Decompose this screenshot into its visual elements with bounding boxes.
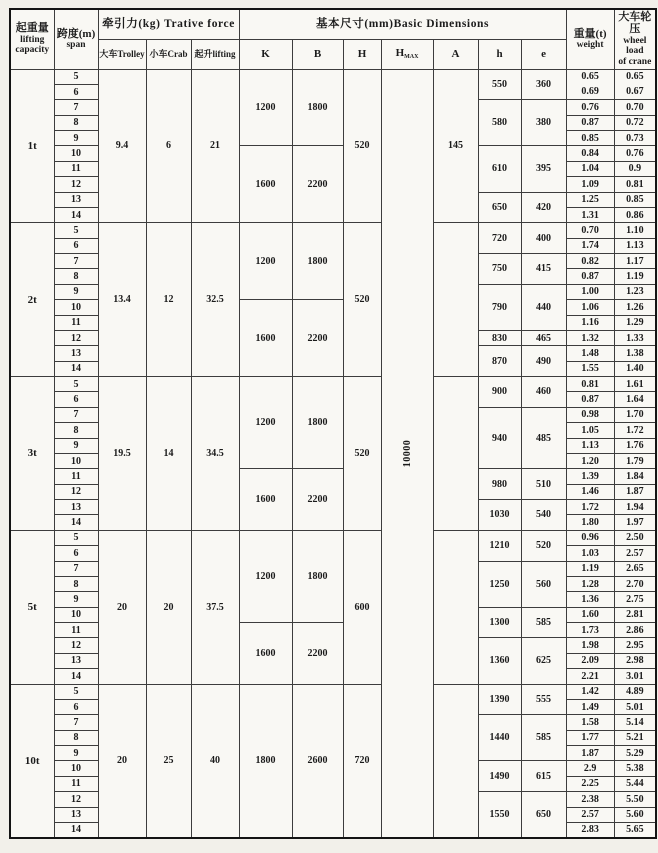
e-cell: 555 [521, 684, 566, 715]
span-cell: 5 [54, 223, 98, 238]
wheel-load-cell: 1.29 [614, 315, 656, 330]
b-cell: 2200 [292, 623, 343, 685]
weight-cell: 1.98 [566, 638, 614, 653]
span-cell: 11 [54, 776, 98, 791]
e-cell: 585 [521, 607, 566, 638]
span-cell: 12 [54, 484, 98, 499]
span-cell: 9 [54, 438, 98, 453]
wheel-load-label-zh: 大车轮压 [618, 11, 652, 36]
trolley-cell: 20 [98, 530, 146, 684]
wheel-load-cell: 1.87 [614, 484, 656, 499]
weight-cell: 0.76 [566, 100, 614, 115]
weight-cell: 1.16 [566, 315, 614, 330]
weight-cell: 2.38 [566, 792, 614, 807]
wheel-load-cell: 0.70 [614, 100, 656, 115]
wheel-load-cell: 0.73 [614, 131, 656, 146]
e-cell: 360 [521, 69, 566, 100]
table-row [10, 530, 656, 545]
span-cell: 11 [54, 161, 98, 176]
weight-cell: 0.69 [566, 84, 614, 99]
weight-cell: 0.70 [566, 223, 614, 238]
weight-cell: 1.09 [566, 177, 614, 192]
span-cell: 14 [54, 822, 98, 837]
weight-cell: 1.20 [566, 453, 614, 468]
weight-cell: 0.85 [566, 131, 614, 146]
k-cell: 1600 [239, 623, 292, 685]
weight-cell: 2.25 [566, 776, 614, 791]
a-cell [433, 684, 478, 838]
k-cell: 1600 [239, 300, 292, 377]
e-cell: 585 [521, 715, 566, 761]
span-cell: 12 [54, 638, 98, 653]
span-cell: 12 [54, 330, 98, 345]
wheel-load-cell: 1.38 [614, 346, 656, 361]
weight-cell: 1.28 [566, 576, 614, 591]
col-header-crab: 小车Crab [146, 39, 191, 69]
wheel-load-cell: 2.86 [614, 623, 656, 638]
span-cell: 7 [54, 100, 98, 115]
span-cell: 6 [54, 699, 98, 714]
hmax-label-main: H [395, 47, 405, 60]
weight-label-zh: 重量(t) [573, 27, 607, 40]
wheel-load-cell: 2.75 [614, 592, 656, 607]
span-cell: 14 [54, 669, 98, 684]
b-cell: 2200 [292, 146, 343, 223]
weight-cell: 1.74 [566, 238, 614, 253]
lifting-cell: 32.5 [191, 223, 239, 377]
span-cell: 7 [54, 715, 98, 730]
h-small-cell: 1300 [478, 607, 521, 638]
e-cell: 520 [521, 530, 566, 561]
col-header-wheel-load [614, 9, 656, 69]
e-cell: 625 [521, 638, 566, 684]
wheel-load-cell: 5.01 [614, 699, 656, 714]
col-header-e: e [521, 39, 566, 69]
crab-cell: 12 [146, 223, 191, 377]
header-row-groups [10, 9, 656, 39]
wheel-load-cell: 0.86 [614, 207, 656, 222]
span-cell: 11 [54, 469, 98, 484]
weight-cell: 0.87 [566, 115, 614, 130]
span-cell: 6 [54, 392, 98, 407]
weight-cell: 0.98 [566, 407, 614, 422]
weight-cell: 0.96 [566, 530, 614, 545]
span-cell: 13 [54, 653, 98, 668]
hmax-label-sub: MAX [404, 54, 419, 61]
weight-cell: 1.58 [566, 715, 614, 730]
hmax-value: 10000 [401, 439, 413, 467]
col-header-h-upper: H [343, 39, 381, 69]
span-cell: 7 [54, 254, 98, 269]
wheel-load-cell: 1.97 [614, 515, 656, 530]
h-major-cell: 720 [343, 684, 381, 838]
capacity-cell: 5t [10, 530, 54, 684]
weight-cell: 1.04 [566, 161, 614, 176]
wheel-load-cell: 1.19 [614, 269, 656, 284]
span-cell: 9 [54, 284, 98, 299]
col-header-hmax [381, 39, 433, 69]
span-cell: 9 [54, 592, 98, 607]
span-cell: 10 [54, 607, 98, 622]
span-cell: 11 [54, 315, 98, 330]
wheel-load-cell: 5.50 [614, 792, 656, 807]
k-cell: 1200 [239, 223, 292, 300]
weight-cell: 2.57 [566, 807, 614, 822]
weight-cell: 1.05 [566, 423, 614, 438]
col-header-lifting: 起升lifting [191, 39, 239, 69]
wheel-load-cell: 5.29 [614, 746, 656, 761]
span-cell: 8 [54, 576, 98, 591]
h-small-cell: 1440 [478, 715, 521, 761]
weight-cell: 0.87 [566, 269, 614, 284]
a-cell [433, 377, 478, 531]
header-row-columns [10, 39, 656, 69]
table-row [10, 69, 656, 84]
h-small-cell: 1360 [478, 638, 521, 684]
weight-cell: 0.81 [566, 377, 614, 392]
h-small-cell: 610 [478, 146, 521, 192]
span-cell: 11 [54, 623, 98, 638]
span-cell: 14 [54, 207, 98, 222]
capacity-cell: 2t [10, 223, 54, 377]
span-cell: 10 [54, 761, 98, 776]
span-cell: 8 [54, 423, 98, 438]
weight-cell: 1.36 [566, 592, 614, 607]
span-cell: 13 [54, 807, 98, 822]
e-cell: 460 [521, 377, 566, 408]
wheel-load-cell: 5.44 [614, 776, 656, 791]
k-cell: 1600 [239, 469, 292, 531]
col-header-h-lower: h [478, 39, 521, 69]
col-header-weight [566, 9, 614, 69]
h-small-cell: 650 [478, 192, 521, 223]
wheel-load-cell: 1.26 [614, 300, 656, 315]
wheel-load-cell: 0.67 [614, 84, 656, 99]
span-cell: 12 [54, 792, 98, 807]
capacity-cell: 10t [10, 684, 54, 838]
e-cell: 395 [521, 146, 566, 192]
wheel-load-cell: 5.60 [614, 807, 656, 822]
span-label-zh: 跨度(m) [56, 27, 96, 40]
e-cell: 380 [521, 100, 566, 146]
col-group-basic-dimensions: 基本尺寸(mm)Basic Dimensions [239, 9, 566, 39]
weight-cell: 1.00 [566, 284, 614, 299]
h-small-cell: 550 [478, 69, 521, 100]
trolley-cell: 19.5 [98, 377, 146, 531]
h-small-cell: 790 [478, 284, 521, 330]
span-cell: 5 [54, 684, 98, 699]
wheel-load-cell: 1.76 [614, 438, 656, 453]
e-cell: 465 [521, 330, 566, 345]
h-small-cell: 1390 [478, 684, 521, 715]
wheel-load-cell: 1.61 [614, 377, 656, 392]
weight-cell: 1.13 [566, 438, 614, 453]
wheel-load-label-en: wheel load [623, 35, 647, 57]
weight-cell: 1.46 [566, 484, 614, 499]
lifting-cell: 37.5 [191, 530, 239, 684]
weight-cell: 1.32 [566, 330, 614, 345]
wheel-load-cell: 1.33 [614, 330, 656, 345]
wheel-load-cell: 0.65 [614, 69, 656, 84]
wheel-load-cell: 4.89 [614, 684, 656, 699]
e-cell: 440 [521, 284, 566, 330]
lifting-cell: 21 [191, 69, 239, 223]
e-cell: 540 [521, 500, 566, 531]
table-row [10, 223, 656, 238]
span-cell: 6 [54, 546, 98, 561]
crab-cell: 20 [146, 530, 191, 684]
wheel-load-cell: 1.13 [614, 238, 656, 253]
lifting-cell: 34.5 [191, 377, 239, 531]
lifting-cell: 40 [191, 684, 239, 838]
wheel-load-cell: 0.9 [614, 161, 656, 176]
span-cell: 14 [54, 515, 98, 530]
span-cell: 10 [54, 453, 98, 468]
e-cell: 615 [521, 761, 566, 792]
crab-cell: 14 [146, 377, 191, 531]
e-cell: 485 [521, 407, 566, 469]
span-cell: 8 [54, 730, 98, 745]
crab-cell: 6 [146, 69, 191, 223]
col-header-trolley: 大车Trolley [98, 39, 146, 69]
e-cell: 415 [521, 254, 566, 285]
wheel-load-cell: 1.94 [614, 500, 656, 515]
weight-cell: 1.60 [566, 607, 614, 622]
k-cell: 1800 [239, 684, 292, 838]
h-small-cell: 1210 [478, 530, 521, 561]
h-major-cell: 520 [343, 69, 381, 223]
e-cell: 420 [521, 192, 566, 223]
span-cell: 9 [54, 131, 98, 146]
span-cell: 14 [54, 361, 98, 376]
wheel-load-cell: 1.72 [614, 423, 656, 438]
span-cell: 6 [54, 84, 98, 99]
weight-cell: 1.73 [566, 623, 614, 638]
weight-cell: 2.9 [566, 761, 614, 776]
span-cell: 9 [54, 746, 98, 761]
h-small-cell: 830 [478, 330, 521, 345]
wheel-load-cell: 0.85 [614, 192, 656, 207]
span-label-en: span [66, 40, 86, 51]
wheel-load-cell: 5.65 [614, 822, 656, 837]
weight-cell: 2.09 [566, 653, 614, 668]
capacity-label-en: lifting [20, 34, 45, 45]
capacity-label-en2: capacity [15, 45, 50, 56]
e-cell: 560 [521, 561, 566, 607]
b-cell: 1800 [292, 223, 343, 300]
col-header-capacity [10, 9, 54, 69]
wheel-load-cell: 5.38 [614, 761, 656, 776]
weight-cell: 2.21 [566, 669, 614, 684]
crab-cell: 25 [146, 684, 191, 838]
weight-cell: 1.48 [566, 346, 614, 361]
h-small-cell: 580 [478, 100, 521, 146]
h-small-cell: 720 [478, 223, 521, 254]
span-cell: 13 [54, 500, 98, 515]
a-cell [433, 530, 478, 684]
span-cell: 10 [54, 146, 98, 161]
b-cell: 1800 [292, 69, 343, 146]
span-cell: 12 [54, 177, 98, 192]
wheel-load-cell: 5.14 [614, 715, 656, 730]
b-cell: 1800 [292, 377, 343, 469]
col-group-tractive-force: 牵引力(kg) Trative force [98, 9, 239, 39]
weight-cell: 1.55 [566, 361, 614, 376]
weight-cell: 1.80 [566, 515, 614, 530]
wheel-load-cell: 1.23 [614, 284, 656, 299]
weight-cell: 1.19 [566, 561, 614, 576]
trolley-cell: 20 [98, 684, 146, 838]
capacity-cell: 1t [10, 69, 54, 223]
capacity-cell: 3t [10, 377, 54, 531]
crane-spec-table [9, 8, 657, 839]
wheel-load-cell: 5.21 [614, 730, 656, 745]
wheel-load-cell: 1.10 [614, 223, 656, 238]
wheel-load-cell: 1.17 [614, 254, 656, 269]
k-cell: 1200 [239, 377, 292, 469]
k-cell: 1200 [239, 530, 292, 622]
span-cell: 10 [54, 300, 98, 315]
b-cell: 2200 [292, 469, 343, 531]
col-header-a: A [433, 39, 478, 69]
span-cell: 8 [54, 269, 98, 284]
e-cell: 400 [521, 223, 566, 254]
wheel-load-cell: 1.70 [614, 407, 656, 422]
weight-cell: 1.25 [566, 192, 614, 207]
weight-cell: 0.82 [566, 254, 614, 269]
k-cell: 1200 [239, 69, 292, 146]
wheel-load-cell: 2.81 [614, 607, 656, 622]
wheel-load-cell: 0.72 [614, 115, 656, 130]
wheel-load-cell: 2.95 [614, 638, 656, 653]
h-major-cell: 600 [343, 530, 381, 684]
k-cell: 1600 [239, 146, 292, 223]
h-small-cell: 980 [478, 469, 521, 500]
wheel-load-cell: 2.65 [614, 561, 656, 576]
hmax-cell [381, 69, 433, 838]
h-small-cell: 940 [478, 407, 521, 469]
span-cell: 7 [54, 407, 98, 422]
b-cell: 1800 [292, 530, 343, 622]
weight-cell: 1.03 [566, 546, 614, 561]
weight-cell: 2.83 [566, 822, 614, 837]
wheel-load-cell: 1.64 [614, 392, 656, 407]
wheel-load-cell: 2.98 [614, 653, 656, 668]
weight-cell: 1.77 [566, 730, 614, 745]
span-cell: 7 [54, 561, 98, 576]
table-row [10, 377, 656, 392]
span-cell: 5 [54, 69, 98, 84]
weight-cell: 0.84 [566, 146, 614, 161]
col-header-k: K [239, 39, 292, 69]
e-cell: 490 [521, 346, 566, 377]
span-cell: 8 [54, 115, 98, 130]
b-cell: 2200 [292, 300, 343, 377]
wheel-load-cell: 1.84 [614, 469, 656, 484]
weight-cell: 1.06 [566, 300, 614, 315]
weight-cell: 1.49 [566, 699, 614, 714]
weight-cell: 1.39 [566, 469, 614, 484]
span-cell: 5 [54, 530, 98, 545]
wheel-load-cell: 1.79 [614, 453, 656, 468]
table-row [10, 684, 656, 699]
wheel-load-label-en2: of crane [618, 56, 652, 67]
weight-label-en: weight [576, 40, 604, 51]
col-header-span [54, 9, 98, 69]
weight-cell: 1.87 [566, 746, 614, 761]
trolley-cell: 13.4 [98, 223, 146, 377]
capacity-label-zh: 起重量 [15, 22, 49, 35]
weight-cell: 0.87 [566, 392, 614, 407]
span-cell: 6 [54, 238, 98, 253]
col-header-b: B [292, 39, 343, 69]
h-small-cell: 1490 [478, 761, 521, 792]
weight-cell: 0.65 [566, 69, 614, 84]
h-small-cell: 750 [478, 254, 521, 285]
wheel-load-cell: 2.70 [614, 576, 656, 591]
wheel-load-cell: 0.76 [614, 146, 656, 161]
trolley-cell: 9.4 [98, 69, 146, 223]
h-major-cell: 520 [343, 377, 381, 531]
e-cell: 510 [521, 469, 566, 500]
wheel-load-cell: 2.57 [614, 546, 656, 561]
wheel-load-cell: 3.01 [614, 669, 656, 684]
h-small-cell: 1550 [478, 792, 521, 838]
wheel-load-cell: 0.81 [614, 177, 656, 192]
b-cell: 2600 [292, 684, 343, 838]
wheel-load-cell: 2.50 [614, 530, 656, 545]
a-cell [433, 223, 478, 377]
h-small-cell: 1250 [478, 561, 521, 607]
e-cell: 650 [521, 792, 566, 838]
span-cell: 5 [54, 377, 98, 392]
h-small-cell: 900 [478, 377, 521, 408]
h-small-cell: 870 [478, 346, 521, 377]
h-major-cell: 520 [343, 223, 381, 377]
h-small-cell: 1030 [478, 500, 521, 531]
weight-cell: 1.42 [566, 684, 614, 699]
weight-cell: 1.31 [566, 207, 614, 222]
span-cell: 13 [54, 346, 98, 361]
a-cell: 145 [433, 69, 478, 223]
weight-cell: 1.72 [566, 500, 614, 515]
wheel-load-cell: 1.40 [614, 361, 656, 376]
span-cell: 13 [54, 192, 98, 207]
